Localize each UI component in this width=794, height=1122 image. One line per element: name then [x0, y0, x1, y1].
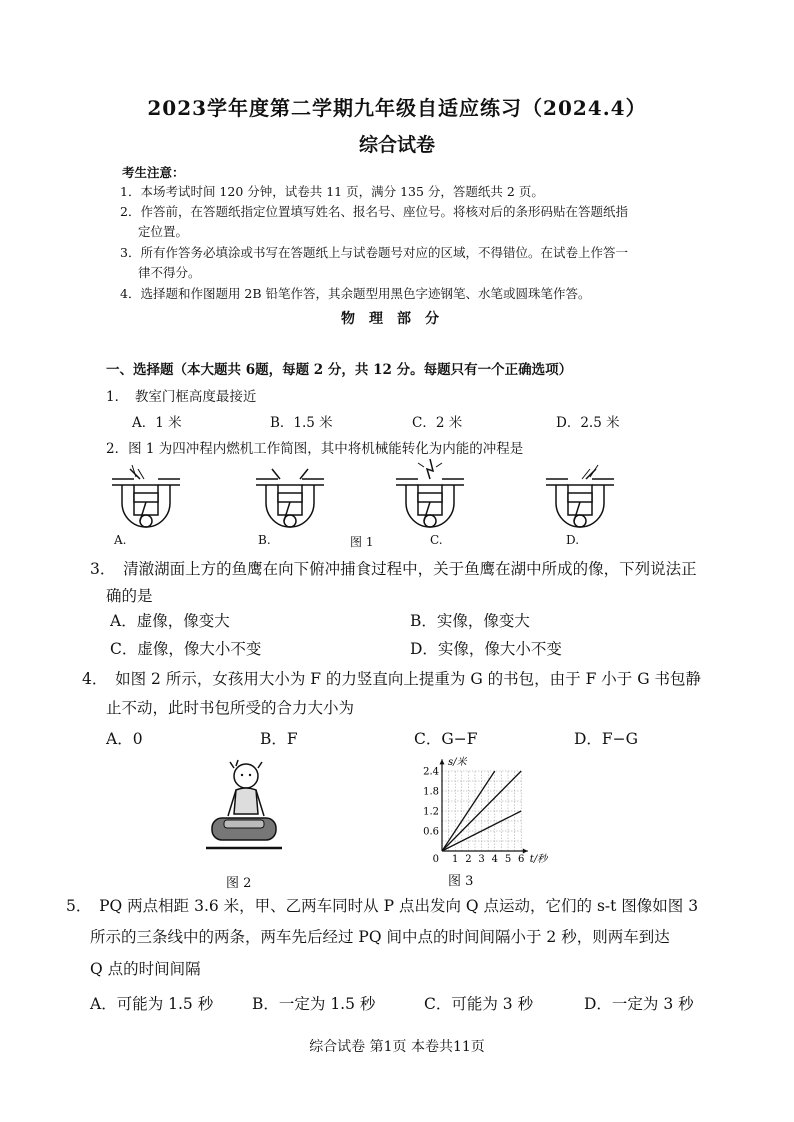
q1-stem: 1． 教室门框高度最接近 [106, 389, 257, 405]
figure-1-label-c: C. [430, 533, 443, 547]
q5-option-a: A．可能为 1.5 秒 [90, 995, 214, 1013]
notice-item-2: 2．作答前，在答题纸指定位置填写姓名、报名号、座位号。将核对后的条形码贴在答题纸指 [120, 204, 628, 219]
part1-heading: 一、选择题（本大题共 6题，每题 2 分，共 12 分。每题只有一个正确选项） [106, 362, 573, 378]
x-tick-label: 6 [518, 854, 525, 865]
q5-option-b: B．一定为 1.5 秒 [252, 995, 376, 1013]
x-tick-label: 3 [478, 854, 485, 865]
figure-1-label-d: D. [566, 533, 580, 547]
page-title: 2023学年度第二学期九年级自适应练习（2024.4） [147, 96, 647, 120]
notice-heading: 考生注意： [122, 165, 185, 180]
q3-stem-line2: 确的是 [106, 587, 153, 605]
q4-option-c: C．G−F [414, 730, 478, 748]
figure-2-caption: 图 2 [226, 876, 252, 891]
page-subtitle: 综合试卷 [358, 134, 435, 156]
q3-option-a: A．虚像，像变大 [110, 612, 230, 630]
q3-option-d: D．实像，像大小不变 [410, 640, 562, 658]
notice-item-3-cont: 律不得分。 [138, 265, 201, 280]
engine-c-icon [396, 459, 464, 527]
notice-item-4: 4．选择题和作图题用 2B 铅笔作答，其余题型用黑色字迹钢笔、水笔或圆珠笔作答。 [120, 286, 591, 301]
engine-d-icon [546, 465, 614, 527]
engine-b-icon [256, 469, 324, 527]
q4-option-d: D．F−G [574, 730, 639, 748]
q5-stem-line1: 5． PQ 两点相距 3.6 米，甲、乙两车同时从 P 点出发向 Q 点运动，它们的 s-t 图像如图 3 [66, 897, 699, 915]
q2-stem: 2．图 1 为四冲程内燃机工作简图，其中将机械能转化为内能的冲程是 [106, 441, 524, 457]
y-tick-label: 2.4 [423, 766, 439, 778]
origin-label: 0 [432, 854, 439, 865]
notice-item-1: 1．本场考试时间 120 分钟，试卷共 11 页，满分 135 分，答题纸共 2 页。 [120, 184, 544, 199]
q5-stem-line2: 所示的三条线中的两条，两车先后经过 PQ 间中点的时间间隔小于 2 秒，则两车到达 [90, 928, 670, 946]
q4-stem-line2: 止不动，此时书包所受的合力大小为 [106, 699, 355, 717]
section-heading: 物理部分 [341, 311, 453, 327]
figure-3-caption: 图 3 [448, 874, 474, 889]
x-axis-label: t/秒 [529, 854, 548, 865]
q4-option-b: B．F [260, 730, 298, 748]
x-axis-arrow [523, 849, 528, 854]
figure-1-caption: 图 1 [350, 535, 374, 549]
engine-a-icon [112, 465, 180, 527]
figure-3-st-chart [412, 755, 582, 867]
x-tick-label: 1 [452, 854, 459, 865]
y-tick-label: 1.8 [423, 786, 439, 798]
figure-2-girl-lifting-bag [202, 758, 284, 856]
q1-option-a: A．1 米 [132, 415, 182, 431]
q1-option-b: B．1.5 米 [270, 415, 333, 431]
y-tick-label: 0.6 [423, 826, 439, 838]
x-tick-label: 2 [465, 854, 472, 865]
y-tick-label: 1.2 [423, 806, 439, 818]
q5-option-c: C．可能为 3 秒 [424, 995, 534, 1013]
q5-option-d: D．一定为 3 秒 [584, 995, 694, 1013]
page-footer: 综合试卷 第1页 本卷共11页 [309, 1039, 485, 1055]
q3-option-b: B．实像，像变大 [410, 612, 530, 630]
q4-stem-line1: 4． 如图 2 所示，女孩用大小为 F 的力竖直向上提重为 G 的书包，由于 F 小于 G 书包静 [82, 670, 702, 688]
y-axis-arrow [440, 759, 445, 764]
notice-item-3: 3．所有作答务必填涂或书写在答题纸上与试卷题号对应的区域，不得错位。在试卷上作答一 [120, 245, 628, 260]
figure-1-label-a: A. [114, 533, 127, 547]
q4-option-a: A．0 [106, 730, 143, 748]
x-tick-label: 4 [491, 854, 498, 865]
x-tick-label: 5 [504, 854, 512, 865]
q5-stem-line3: Q 点的时间间隔 [90, 960, 201, 978]
figure-1-label-b: B. [258, 533, 271, 547]
q3-option-c: C．虚像，像大小不变 [110, 640, 262, 658]
notice-item-2-cont: 定位置。 [138, 224, 189, 239]
q3-stem-line1: 3． 清澈湖面上方的鱼鹰在向下俯冲捕食过程中，关于鱼鹰在湖中所成的像，下列说法正 [90, 560, 697, 578]
q1-option-d: D．2.5 米 [556, 415, 620, 431]
q1-option-c: C．2 米 [412, 415, 463, 431]
y-axis-label: s/米 [448, 757, 467, 768]
